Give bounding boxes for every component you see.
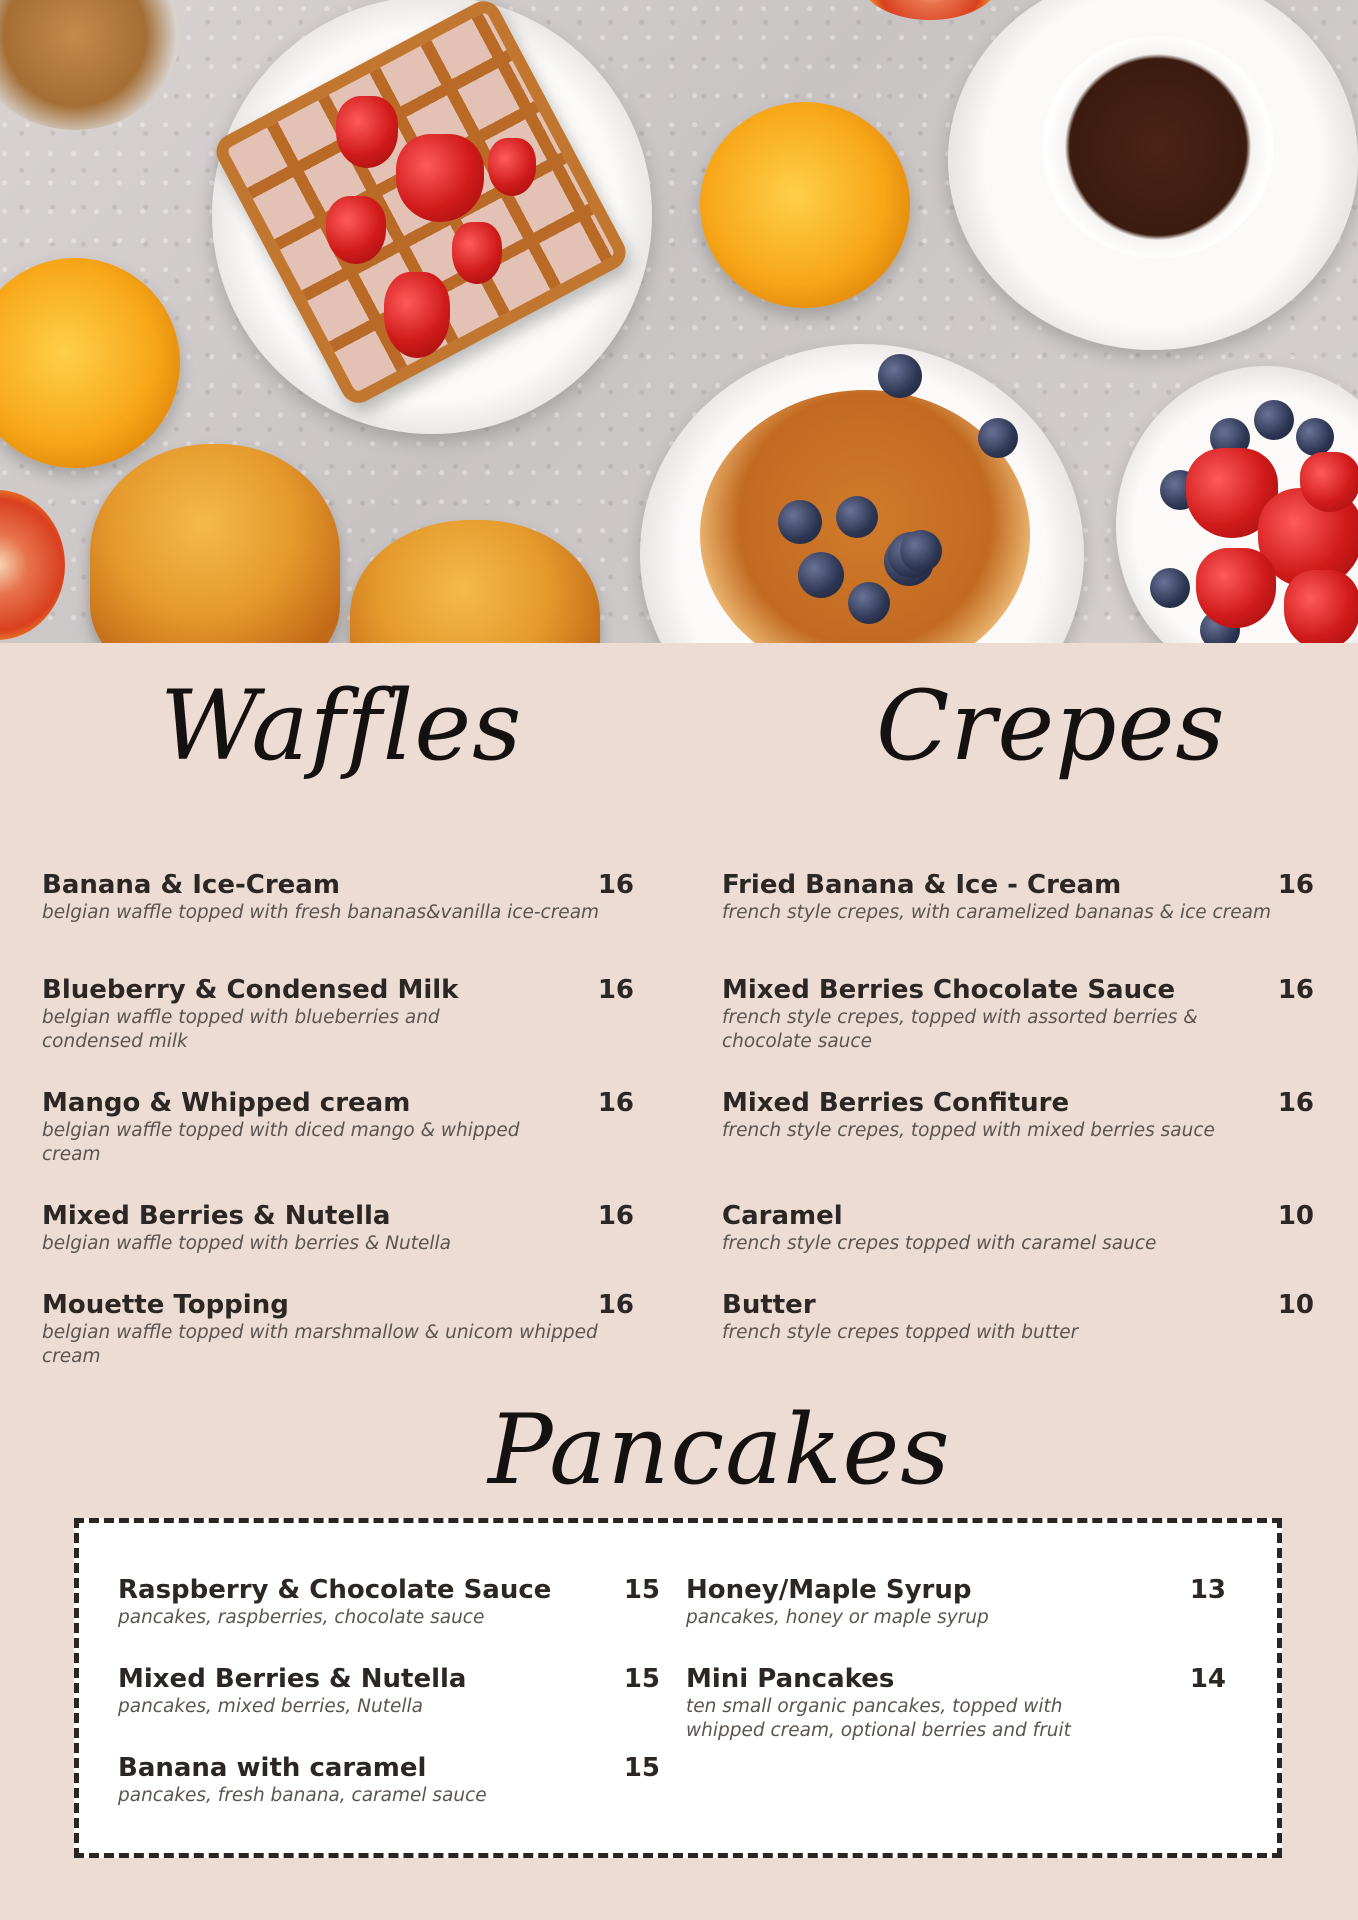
item-name: Mouette Topping	[42, 1290, 289, 1320]
muffin	[90, 444, 340, 643]
item-name: Butter	[722, 1290, 816, 1320]
pancakes-title: Pancakes	[488, 1394, 951, 1506]
menu-item	[42, 975, 634, 1054]
item-description: french style crepes, topped with assorted berries & chocolate sauce	[722, 1007, 1198, 1052]
item-name: Honey/Maple Syrup	[686, 1575, 972, 1605]
item-description: pancakes, mixed berries, Nutella	[118, 1696, 423, 1717]
granola-jar	[0, 0, 180, 130]
item-description: pancakes, fresh banana, caramel sauce	[118, 1785, 487, 1806]
item-price: 16	[597, 1088, 634, 1118]
item-description: pancakes, honey or maple syrup	[686, 1607, 989, 1628]
blueberry	[978, 418, 1018, 458]
item-name: Fried Banana & Ice - Cream	[722, 870, 1122, 900]
item-name: Raspberry & Chocolate Sauce	[118, 1575, 552, 1605]
item-price: 13	[1189, 1575, 1226, 1605]
menu-item	[42, 1201, 634, 1256]
item-price: 15	[623, 1575, 660, 1605]
item-description: ten small organic pancakes, topped with whipped cream, optional berries and fruit	[686, 1696, 1071, 1741]
item-price: 16	[597, 870, 634, 900]
menu-item	[722, 1290, 1314, 1345]
item-description: belgian waffle topped with blueberries and condensed milk	[42, 1007, 440, 1052]
strawberry	[1300, 452, 1358, 512]
item-description: french style crepes, with caramelized bananas & ice cream	[722, 902, 1272, 923]
item-price: 10	[1277, 1290, 1314, 1320]
menu-item	[722, 1088, 1314, 1143]
item-price: 10	[1277, 1201, 1314, 1231]
muffin	[350, 520, 600, 643]
strawberry	[1196, 548, 1276, 628]
blueberry	[900, 530, 942, 572]
item-price: 16	[1277, 1088, 1314, 1118]
item-name: Mixed Berries & Nutella	[118, 1664, 467, 1694]
menu-item	[118, 1664, 660, 1719]
item-name: Mixed Berries Confiture	[722, 1088, 1070, 1118]
strawberry	[326, 196, 386, 264]
blueberry	[1296, 418, 1334, 456]
item-name: Banana with caramel	[118, 1753, 427, 1783]
menu-item	[42, 1088, 634, 1167]
item-price: 16	[597, 975, 634, 1005]
menu-item	[686, 1664, 1226, 1743]
item-price: 15	[623, 1664, 660, 1694]
item-name: Mini Pancakes	[686, 1664, 895, 1694]
item-name: Caramel	[722, 1201, 843, 1231]
menu-item	[118, 1753, 660, 1808]
hero-food-photo	[0, 0, 1358, 643]
menu-item	[42, 1290, 634, 1369]
item-description: belgian waffle topped with diced mango & whipped cream	[42, 1120, 520, 1165]
item-price: 16	[1277, 870, 1314, 900]
orange-juice-glass	[0, 258, 180, 468]
blueberry	[878, 354, 922, 398]
strawberry	[396, 134, 484, 222]
waffles-title: Waffles	[160, 670, 523, 782]
strawberry	[452, 222, 502, 284]
item-price: 15	[623, 1753, 660, 1783]
item-name: Banana & Ice-Cream	[42, 870, 340, 900]
menu-item	[42, 870, 634, 925]
menu-item	[686, 1575, 1226, 1630]
item-description: french style crepes topped with caramel sauce	[722, 1233, 1157, 1254]
item-description: french style crepes, topped with mixed berries sauce	[722, 1120, 1215, 1141]
menu-item	[722, 1201, 1314, 1256]
blueberry	[848, 582, 890, 624]
item-description: pancakes, raspberries, chocolate sauce	[118, 1607, 485, 1628]
blueberry	[836, 496, 878, 538]
menu-item	[118, 1575, 660, 1630]
strawberry	[1284, 570, 1358, 643]
blood-orange-slice	[0, 490, 65, 640]
item-description: belgian waffle topped with fresh bananas&vanilla ice-cream	[42, 902, 600, 923]
item-name: Mixed Berries & Nutella	[42, 1201, 391, 1231]
item-description: french style crepes topped with butter	[722, 1322, 1079, 1343]
item-price: 16	[1277, 975, 1314, 1005]
blueberry	[1150, 568, 1190, 608]
blueberry	[798, 552, 844, 598]
blueberry	[778, 500, 822, 544]
item-name: Mixed Berries Chocolate Sauce	[722, 975, 1176, 1005]
item-name: Mango & Whipped cream	[42, 1088, 411, 1118]
item-price: 14	[1189, 1664, 1226, 1694]
menu-item	[722, 870, 1314, 925]
strawberry	[384, 272, 450, 358]
menu-item	[722, 975, 1314, 1054]
item-name: Blueberry & Condensed Milk	[42, 975, 459, 1005]
coffee-cup	[1042, 36, 1274, 258]
orange-juice-glass	[700, 102, 910, 308]
item-price: 16	[597, 1201, 634, 1231]
blueberry	[1254, 400, 1294, 440]
item-price: 16	[597, 1290, 634, 1320]
strawberry	[336, 96, 398, 168]
orange-slice	[860, 0, 1000, 20]
crepes-title: Crepes	[876, 670, 1226, 782]
item-description: belgian waffle topped with marshmallow & unicom whipped cream	[42, 1322, 598, 1367]
item-description: belgian waffle topped with berries & Nutella	[42, 1233, 452, 1254]
strawberry	[488, 138, 536, 196]
